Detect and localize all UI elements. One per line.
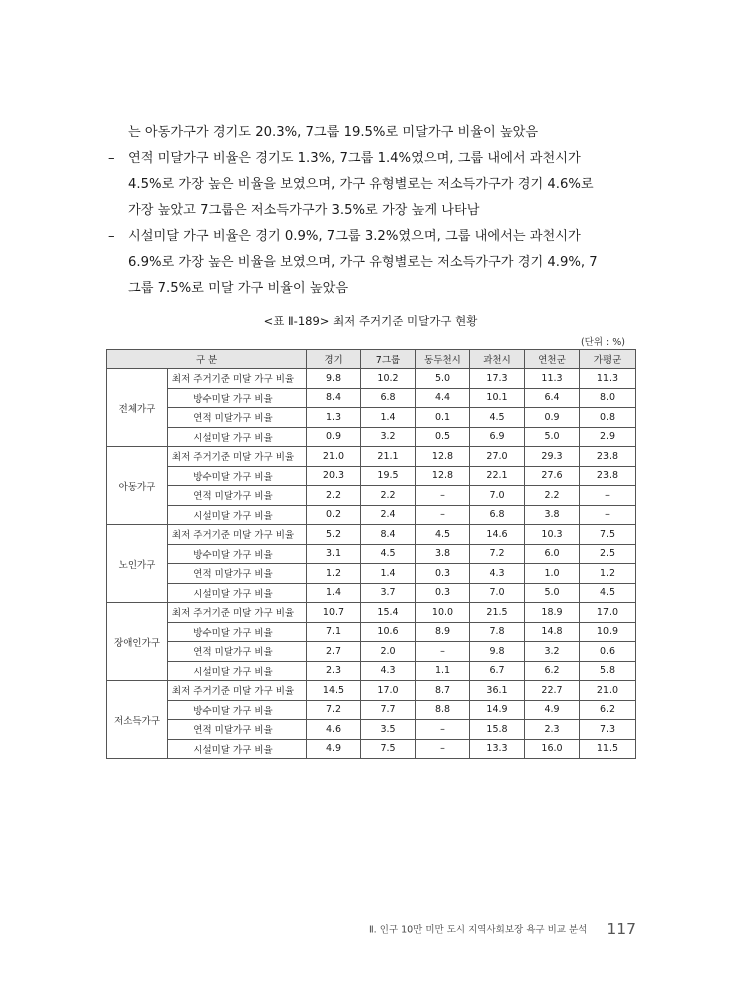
body-line-text: 는 아동가구가 경기도 20.3%, 7그룹 19.5%로 미달가구 비율이 높았음 — [128, 125, 539, 140]
value-cell: – — [416, 642, 470, 662]
group-label: 노인가구 — [107, 525, 168, 603]
value-cell: 21.0 — [307, 447, 361, 467]
value-cell: 3.8 — [416, 544, 470, 564]
value-cell: 1.4 — [361, 408, 416, 428]
table-row — [107, 583, 636, 603]
table-row — [107, 739, 636, 759]
value-cell: 4.5 — [416, 525, 470, 545]
page-footer — [0, 918, 636, 938]
body-line-text: 시설미달 가구 비율은 경기 0.9%, 7그룹 3.2%였으며, 그룹 내에서는 과천시가 — [128, 229, 581, 244]
table-row — [107, 681, 636, 701]
row-item-label: 최저 주거기준 미달 가구 비율 — [168, 447, 307, 467]
value-cell: – — [416, 486, 470, 506]
value-cell: 6.2 — [580, 700, 636, 720]
value-cell: 0.8 — [580, 408, 636, 428]
value-cell: 2.0 — [361, 642, 416, 662]
value-cell: 14.9 — [470, 700, 525, 720]
table-row — [107, 466, 636, 486]
header-cell: 구 분 — [107, 350, 307, 369]
value-cell: 3.1 — [307, 544, 361, 564]
body-text — [108, 120, 648, 302]
table-row — [107, 447, 636, 467]
bullet-dash: – — [108, 229, 115, 244]
value-cell: 15.4 — [361, 603, 416, 623]
value-cell: 1.2 — [307, 564, 361, 584]
value-cell: 16.0 — [525, 739, 580, 759]
body-line-text: 그룹 7.5%로 미달 가구 비율이 높았음 — [128, 281, 349, 296]
row-item-label: 연적 미달가구 비율 — [168, 408, 307, 428]
value-cell: 14.6 — [470, 525, 525, 545]
value-cell: 2.3 — [525, 720, 580, 740]
value-cell: 10.3 — [525, 525, 580, 545]
row-item-label: 시설미달 가구 비율 — [168, 505, 307, 525]
bullet-dash: – — [108, 151, 115, 166]
value-cell: – — [416, 739, 470, 759]
value-cell: 10.1 — [470, 388, 525, 408]
value-cell: 7.8 — [470, 622, 525, 642]
value-cell: 0.5 — [416, 427, 470, 447]
value-cell: 8.8 — [416, 700, 470, 720]
group-label: 저소득가구 — [107, 681, 168, 759]
value-cell: – — [580, 505, 636, 525]
value-cell: 8.7 — [416, 681, 470, 701]
value-cell: 0.2 — [307, 505, 361, 525]
table-row — [107, 661, 636, 681]
value-cell: 17.0 — [580, 603, 636, 623]
value-cell: 4.5 — [580, 583, 636, 603]
value-cell: 1.3 — [307, 408, 361, 428]
table-row — [107, 525, 636, 545]
value-cell: 6.0 — [525, 544, 580, 564]
body-line — [108, 146, 648, 172]
value-cell: 10.0 — [416, 603, 470, 623]
value-cell: 4.9 — [525, 700, 580, 720]
value-cell: 1.4 — [361, 564, 416, 584]
value-cell: – — [416, 720, 470, 740]
value-cell: 10.2 — [361, 369, 416, 389]
table-row — [107, 544, 636, 564]
group-label: 장애인가구 — [107, 603, 168, 681]
header-cell: 7그룹 — [361, 350, 416, 369]
value-cell: 5.0 — [525, 427, 580, 447]
body-line-text: 4.5%로 가장 높은 비율을 보였으며, 가구 유형별로는 저소득가구가 경기 4.6%로 — [128, 177, 594, 192]
row-item-label: 최저 주거기준 미달 가구 비율 — [168, 369, 307, 389]
value-cell: 6.8 — [361, 388, 416, 408]
value-cell: 36.1 — [470, 681, 525, 701]
value-cell: 21.1 — [361, 447, 416, 467]
value-cell: 9.8 — [470, 642, 525, 662]
value-cell: 2.2 — [361, 486, 416, 506]
page-number: 117 — [606, 919, 636, 938]
value-cell: 0.3 — [416, 564, 470, 584]
value-cell: 22.1 — [470, 466, 525, 486]
value-cell: 17.0 — [361, 681, 416, 701]
body-line — [128, 172, 648, 198]
row-item-label: 연적 미달가구 비율 — [168, 720, 307, 740]
value-cell: 7.0 — [470, 583, 525, 603]
value-cell: 7.0 — [470, 486, 525, 506]
row-item-label: 시설미달 가구 비율 — [168, 427, 307, 447]
value-cell: 0.9 — [525, 408, 580, 428]
table-row — [107, 642, 636, 662]
header-cell: 연천군 — [525, 350, 580, 369]
value-cell: 5.8 — [580, 661, 636, 681]
row-item-label: 연적 미달가구 비율 — [168, 486, 307, 506]
row-item-label: 연적 미달가구 비율 — [168, 564, 307, 584]
value-cell: 10.9 — [580, 622, 636, 642]
value-cell: 7.2 — [470, 544, 525, 564]
value-cell: 0.1 — [416, 408, 470, 428]
table-row — [107, 505, 636, 525]
row-item-label: 방수미달 가구 비율 — [168, 466, 307, 486]
row-item-label: 최저 주거기준 미달 가구 비율 — [168, 525, 307, 545]
value-cell: 21.5 — [470, 603, 525, 623]
value-cell: 4.5 — [361, 544, 416, 564]
value-cell: 12.8 — [416, 466, 470, 486]
unit-label: (단위 : %) — [580, 337, 625, 348]
value-cell: 10.6 — [361, 622, 416, 642]
value-cell: 3.7 — [361, 583, 416, 603]
value-cell: 23.8 — [580, 466, 636, 486]
row-item-label: 방수미달 가구 비율 — [168, 622, 307, 642]
value-cell: 19.5 — [361, 466, 416, 486]
value-cell: 6.8 — [470, 505, 525, 525]
value-cell: 7.3 — [580, 720, 636, 740]
table-row — [107, 369, 636, 389]
value-cell: 8.4 — [361, 525, 416, 545]
value-cell: 2.2 — [525, 486, 580, 506]
value-cell: 4.3 — [470, 564, 525, 584]
value-cell: 2.5 — [580, 544, 636, 564]
value-cell: 8.0 — [580, 388, 636, 408]
value-cell: 14.8 — [525, 622, 580, 642]
value-cell: 9.8 — [307, 369, 361, 389]
row-item-label: 최저 주거기준 미달 가구 비율 — [168, 603, 307, 623]
value-cell: 6.9 — [470, 427, 525, 447]
value-cell: 5.0 — [525, 583, 580, 603]
value-cell: 23.8 — [580, 447, 636, 467]
value-cell: 1.0 — [525, 564, 580, 584]
value-cell: 6.7 — [470, 661, 525, 681]
table-row — [107, 408, 636, 428]
value-cell: 7.7 — [361, 700, 416, 720]
value-cell: 3.2 — [361, 427, 416, 447]
value-cell: – — [580, 486, 636, 506]
value-cell: 4.6 — [307, 720, 361, 740]
row-item-label: 방수미달 가구 비율 — [168, 388, 307, 408]
body-line — [128, 276, 648, 302]
table-row — [107, 622, 636, 642]
row-item-label: 시설미달 가구 비율 — [168, 583, 307, 603]
body-line-text: 연적 미달가구 비율은 경기도 1.3%, 7그룹 1.4%였으며, 그룹 내에서 과천시가 — [128, 151, 581, 166]
value-cell: 11.5 — [580, 739, 636, 759]
value-cell: 4.3 — [361, 661, 416, 681]
value-cell: 11.3 — [525, 369, 580, 389]
row-item-label: 방수미달 가구 비율 — [168, 700, 307, 720]
value-cell: – — [416, 505, 470, 525]
value-cell: 22.7 — [525, 681, 580, 701]
value-cell: 0.9 — [307, 427, 361, 447]
row-item-label: 시설미달 가구 비율 — [168, 661, 307, 681]
value-cell: 17.3 — [470, 369, 525, 389]
value-cell: 11.3 — [580, 369, 636, 389]
value-cell: 1.2 — [580, 564, 636, 584]
value-cell: 21.0 — [580, 681, 636, 701]
value-cell: 29.3 — [525, 447, 580, 467]
table-row — [107, 564, 636, 584]
table-row — [107, 700, 636, 720]
value-cell: 5.0 — [416, 369, 470, 389]
value-cell: 7.2 — [307, 700, 361, 720]
row-item-label: 연적 미달가구 비율 — [168, 642, 307, 662]
value-cell: 3.5 — [361, 720, 416, 740]
value-cell: 6.2 — [525, 661, 580, 681]
value-cell: 3.2 — [525, 642, 580, 662]
table-row — [107, 603, 636, 623]
value-cell: 8.4 — [307, 388, 361, 408]
value-cell: 4.5 — [470, 408, 525, 428]
table-row — [107, 486, 636, 506]
value-cell: 1.4 — [307, 583, 361, 603]
header-cell: 가평군 — [580, 350, 636, 369]
group-label: 전체가구 — [107, 369, 168, 447]
table-row — [107, 388, 636, 408]
value-cell: 7.5 — [580, 525, 636, 545]
value-cell: 14.5 — [307, 681, 361, 701]
substandard-housing-table — [106, 349, 636, 759]
value-cell: 0.6 — [580, 642, 636, 662]
value-cell: 6.4 — [525, 388, 580, 408]
value-cell: 4.4 — [416, 388, 470, 408]
value-cell: 20.3 — [307, 466, 361, 486]
row-item-label: 시설미달 가구 비율 — [168, 739, 307, 759]
body-line — [128, 120, 648, 146]
value-cell: 7.1 — [307, 622, 361, 642]
value-cell: 2.4 — [361, 505, 416, 525]
value-cell: 3.8 — [525, 505, 580, 525]
value-cell: 4.9 — [307, 739, 361, 759]
value-cell: 10.7 — [307, 603, 361, 623]
value-cell: 2.9 — [580, 427, 636, 447]
table-header-row — [107, 350, 636, 369]
value-cell: 1.1 — [416, 661, 470, 681]
row-item-label: 최저 주거기준 미달 가구 비율 — [168, 681, 307, 701]
footer-text: Ⅱ. 인구 10만 미만 도시 지역사회보장 욕구 비교 분석 — [369, 924, 588, 936]
body-line-text: 6.9%로 가장 높은 비율을 보였으며, 가구 유형별로는 저소득가구가 경기 4.9%, 7 — [128, 255, 598, 270]
value-cell: 2.7 — [307, 642, 361, 662]
body-line — [128, 198, 648, 224]
body-line-text: 가장 높았고 7그룹은 저소득가구가 3.5%로 가장 높게 나타남 — [128, 203, 480, 218]
group-label: 아동가구 — [107, 447, 168, 525]
value-cell: 0.3 — [416, 583, 470, 603]
header-cell: 동두천시 — [416, 350, 470, 369]
table-row — [107, 427, 636, 447]
value-cell: 13.3 — [470, 739, 525, 759]
body-line — [108, 224, 648, 250]
header-cell: 경기 — [307, 350, 361, 369]
value-cell: 12.8 — [416, 447, 470, 467]
body-line — [128, 250, 648, 276]
value-cell: 18.9 — [525, 603, 580, 623]
value-cell: 2.2 — [307, 486, 361, 506]
value-cell: 2.3 — [307, 661, 361, 681]
table-row — [107, 720, 636, 740]
header-cell: 과천시 — [470, 350, 525, 369]
value-cell: 27.6 — [525, 466, 580, 486]
value-cell: 27.0 — [470, 447, 525, 467]
value-cell: 5.2 — [307, 525, 361, 545]
value-cell: 15.8 — [470, 720, 525, 740]
value-cell: 8.9 — [416, 622, 470, 642]
table-caption: <표 Ⅱ-189> 최저 주거기준 미달가구 현황 — [263, 314, 478, 328]
value-cell: 7.5 — [361, 739, 416, 759]
row-item-label: 방수미달 가구 비율 — [168, 544, 307, 564]
